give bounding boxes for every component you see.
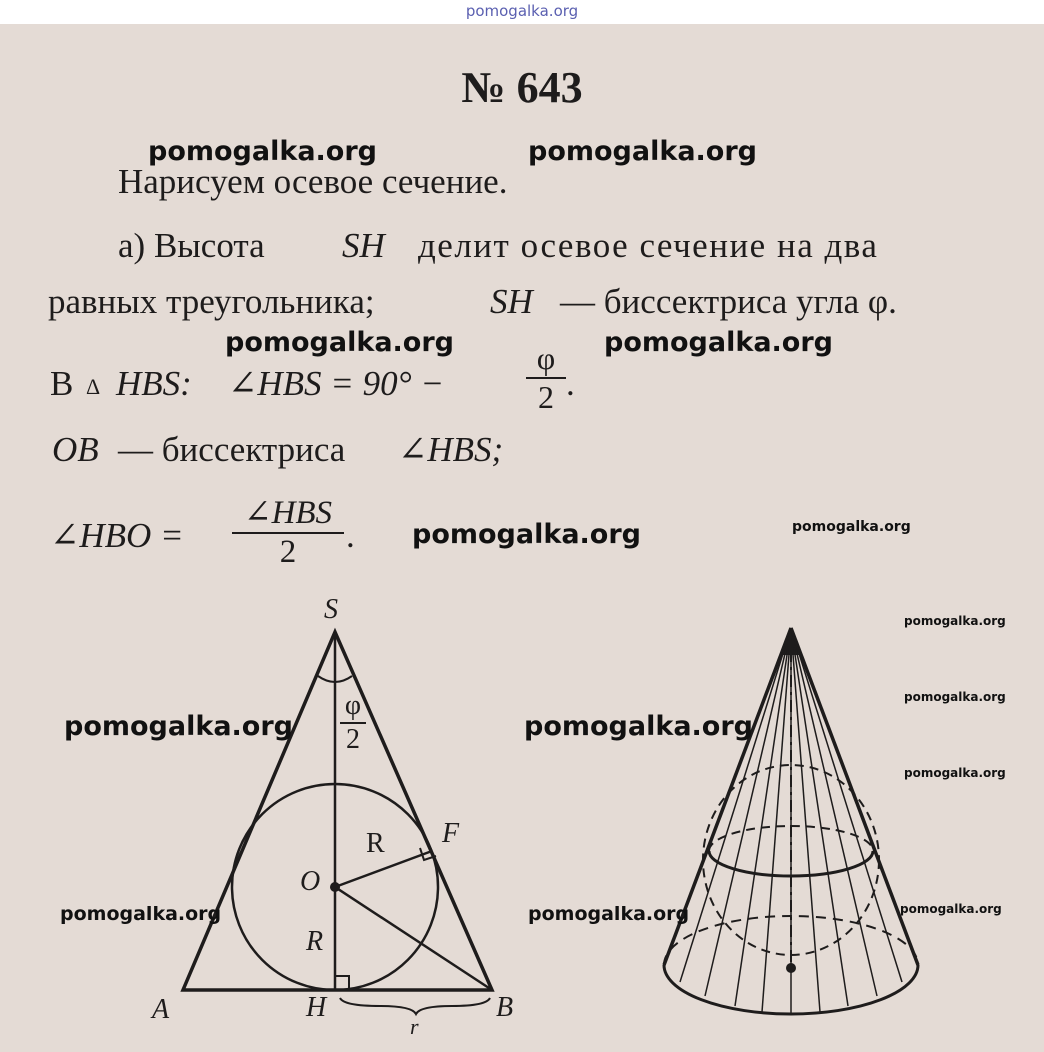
period-2: . <box>346 516 355 555</box>
label-f: F <box>442 818 460 849</box>
angle-equation: ∠HBS = 90° − <box>228 364 444 403</box>
ob-label: OB <box>52 430 99 469</box>
problem-number: № 643 <box>461 63 583 112</box>
watermark: pomogalka.org <box>604 327 833 358</box>
watermark: pomogalka.org <box>904 690 1006 704</box>
triangle-asb <box>183 632 492 990</box>
ob-angle: ∠HBS; <box>398 430 504 469</box>
triangle-sign: Δ <box>86 374 101 399</box>
label-phi-half <box>340 690 366 756</box>
ob-rest: — биссектриса <box>118 430 346 469</box>
label-b: B <box>496 992 514 1023</box>
label-r-left: R <box>306 926 324 957</box>
part-a-rest: делит осевое сечение на два <box>418 226 879 265</box>
base-center <box>786 963 796 973</box>
cone-generatrix-right <box>791 628 918 965</box>
watermark: pomogalka.org <box>524 711 753 742</box>
r-brace <box>340 998 490 1014</box>
line2-sh: SH <box>490 282 533 321</box>
cone-figure <box>664 628 918 1014</box>
intro-line: Нарисуем осевое сечение. <box>118 162 508 201</box>
watermark: pomogalka.org <box>900 902 1002 916</box>
center-o <box>330 882 340 892</box>
watermark: pomogalka.org <box>528 903 690 925</box>
label-s: S <box>324 594 338 625</box>
label-h: H <box>306 992 327 1023</box>
line2-rest: — биссектриса угла φ. <box>560 282 897 321</box>
sh-label: SH <box>342 226 385 265</box>
label-r-small: r <box>410 1014 419 1039</box>
watermark: pomogalka.org <box>225 327 454 358</box>
period-1: . <box>566 364 575 403</box>
line2-start: равных треугольника; <box>48 282 375 321</box>
watermark: pomogalka.org <box>60 903 222 925</box>
hbo-equation: ∠HBO = <box>50 516 184 555</box>
two-denominator: 2 <box>538 379 554 415</box>
watermark: pomogalka.org <box>412 519 641 550</box>
hbs-label: HBS: <box>116 364 192 403</box>
label-a: A <box>152 994 170 1025</box>
label-phi-num: φ <box>344 690 362 721</box>
hbs-numerator: ∠HBS <box>243 495 333 531</box>
label-r-top: R <box>366 828 385 859</box>
part-a-label: а) Высота <box>118 226 265 265</box>
watermark: pomogalka.org <box>148 136 377 167</box>
watermark: pomogalka.org <box>904 614 1006 628</box>
phi-numerator: φ <box>536 340 556 376</box>
hbs-denominator: 2 <box>279 534 297 570</box>
watermark: pomogalka.org <box>904 766 1006 780</box>
watermark: pomogalka.org <box>528 136 757 167</box>
label-phi-den: 2 <box>346 724 360 755</box>
in-label: В <box>50 364 74 403</box>
label-o: O <box>300 866 321 897</box>
watermark: pomogalka.org <box>792 519 911 535</box>
right-angle-h <box>335 976 349 990</box>
watermark: pomogalka.org <box>64 711 293 742</box>
site-link[interactable]: pomogalka.org <box>465 2 579 20</box>
